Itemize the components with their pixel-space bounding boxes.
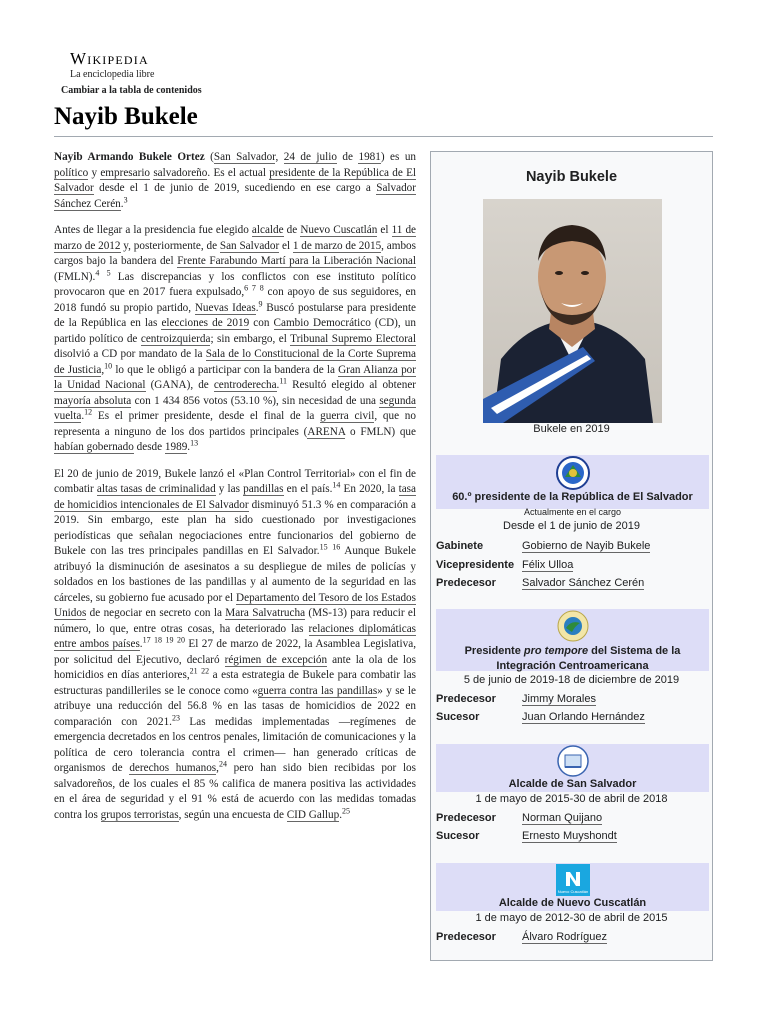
reference-marker[interactable]: 4 [95,267,100,277]
office-subtitle: Actualmente en el cargo [523,507,622,517]
reference-marker[interactable]: 6 [244,283,249,293]
article-link[interactable]: centroizquierda [140,332,211,345]
article-link[interactable]: político [54,166,89,179]
office-dates: 1 de mayo de 2012-30 de abril de 2015 [475,912,668,924]
article-link[interactable]: ARENA [307,425,346,438]
reference-marker[interactable]: 7 [251,283,256,293]
article-link[interactable]: presidente de la República de El Salvador [54,166,417,194]
article-link[interactable]: 11 de marzo de 2012 [54,224,416,252]
article-link[interactable]: Nuevo Cuscatlán [300,224,378,236]
wikipedia-logo[interactable] [70,50,154,80]
title-divider [54,136,713,137]
article-link[interactable]: segunda vuelta [54,394,416,422]
article-link[interactable]: alcalde [251,224,284,236]
article-link[interactable]: 1 de marzo de 2015 [292,239,382,252]
row-value-link[interactable]: Jimmy Morales [522,693,596,705]
article-link[interactable]: Frente Farabundo Martí para la Liberación Nacional [177,255,416,267]
row-value-link[interactable]: Juan Orlando Hernández [522,711,645,723]
reference-marker[interactable]: 13 [190,438,199,448]
office-dates: 5 de junio de 2019-18 de diciembre de 2019 [463,674,680,686]
article-link[interactable]: habían gobernado [54,441,134,453]
article-body [54,150,416,834]
reference-marker[interactable]: 21 [189,666,198,676]
reference-marker[interactable]: 25 [342,805,351,815]
row-value-link[interactable]: Álvaro Rodríguez [522,931,607,943]
portrait-image[interactable] [483,199,662,423]
san-salvador-seal-icon [556,745,590,777]
article-link[interactable]: salvadoreño [153,166,208,179]
office-title[interactable]: Alcalde de San Salvador [508,778,637,790]
article-link[interactable]: 1981 [358,151,381,163]
office-dates: 1 de mayo de 2015-30 de abril de 2018 [475,793,668,805]
article-link[interactable]: 1989 [164,441,188,453]
article-link[interactable]: relaciones diplomáticas entre ambos países [54,622,417,650]
office-title[interactable]: 60.º presidente de la República de El Salvador [452,491,693,503]
article-link[interactable]: guerra civil [320,410,375,422]
page-title: Nayib Bukele [54,103,198,130]
logo-tagline: La enciclopedia libre [70,69,155,80]
article-link[interactable]: San Salvador [219,239,280,252]
article-link[interactable]: derechos humanos [129,762,217,774]
article-link[interactable]: 24 de julio [283,151,337,163]
paragraph-security: El 20 de junio de 2019, Bukele lanzó el «Plan Control Territorial» con el fin de combatir altas tasas de criminalidad y las pandillas en el país.$^{14}$ En 2020, la tasa de homicidios intencionales de El Salvador disminuyó 51.3 % en comparación a 2019. Sin embargo, este plan ha sido cuestionado por investigaciones periodísticas que señalan negociaciones entre funcionarios del gobierno de Bukele con las tres principales pandillas en El Salvador.$^{15}$ $^{16}$ Aunque Bukele atribuyó la disminución de asesinatos a su despliegue de miles de policías y soldados en los bastiones de las pandillas y al aumento de la seguridad en las cárceles, su gobierno fue acusado por el Departamento del Tesoro de los Estados Unidos de negociar en secreto con la Mara Salvatrucha (MS-13) para reducir el número, lo que, entre otras cosas, ha deteriorado las relaciones diplomáticas entre ambos países.$^{17}$ $^{18}$ $^{19}$ $^{20}$ El 27 de marzo de 2022, la Asamblea Legislativa, por solicitud del Ejecutivo, declaró régimen de excepción ante la ola de los homicidios en días anteriores,$^{21}$ $^{22}$ a esta estrategia de Bukele para combatir las estructuras pandilleriles se le conoce como «guerra contra las pandillas» y se le atribuye una reducción del 56.8 % en las tasas de homicidios de 2022 en comparación con 2021.23 Las medidas implementadas —regímenes de emergencia decretados en los centros penales, limitación de comunicaciones y la política de cero tolerancia contra el crimen— han generado críticas de organismos de derechos humanos,$^{24}$ pero han sido bien recibidas por los salvadoreños, de los cuales el 85 % califica de manera positiva las actividades en el área de seguridad y el 91 % está de acuerdo con las medidas tomadas contra los grupos terroristas, según una encuesta de CID Gallup.$^{25}$ [54,467,417,821]
article-link[interactable]: mayoría absoluta [54,394,132,407]
row-label: Predecesor [436,812,496,824]
row-label: Sucesor [436,830,480,842]
row-value-link[interactable]: Norman Quijano [522,812,603,824]
paragraph-career: Antes de llegar a la presidencia fue elegido alcalde de Nuevo Cuscatlán el 11 de marzo de 2012 y, posteriormente, de San Salvador el 1 de marzo de 2015, ambos cargos bajo la bandera del Frente Farabundo Martí para la Liberación Nacional (FMLN).$^4$ $^5$ Las discrepancias y los conflictos con ese instituto político provocaron que en 2017 fuera expulsado,$^6$ $^7$ $^8$ con apoyo de sus seguidores, en 2018 fundó su propio partido, Nuevas Ideas.$^9$ Buscó postularse para presidente de la República en las elecciones de 2019 con Cambio Democrático (CD), un partido político de centroizquierda; sin embargo, el Tribunal Supremo Electoral disolvió a CD por mandato de la Sala de lo Constitucional de la Corte Suprema de Justicia,$^{10}$ lo que le obligó a participar con la bandera de la Gran Alianza por la Unidad Nacional (GANA), de centroderecha.$^{11}$ Resultó elegido al obtener mayoría absoluta con 1 434 856 votos (53.10 %), sin necesidad de una segunda vuelta.$^{12}$ Es el primer presidente, desde el final de la guerra civil, que no representa a ninguno de los dos partidos principales (ARENA o FMLN) que habían gobernado desde 1989.13 [54,224,417,453]
article-subject: Nayib Armando Bukele Ortez [54,151,205,163]
article-link[interactable]: San Salvador [213,151,276,163]
row-value-link[interactable]: Gobierno de Nayib Bukele [522,540,651,552]
reference-marker[interactable]: 3 [123,194,128,204]
article-link[interactable]: centroderecha [213,379,277,391]
row-value-link[interactable]: Ernesto Muyshondt [522,830,617,842]
article-link[interactable]: pandillas [243,483,284,495]
office-header-sica [436,609,709,671]
article-link[interactable]: grupos terroristas [100,808,179,821]
article-link[interactable]: CID Gallup [286,808,340,821]
reference-marker[interactable]: 24 [218,759,227,769]
reference-marker[interactable]: 15 [319,542,328,552]
article-link[interactable]: Salvador Sánchez Cerén [54,182,416,210]
office-dates: Desde el 1 de junio de 2019 [503,520,640,532]
portrait-caption: Bukele en 2019 [533,423,610,435]
reference-marker[interactable]: 18 [154,635,163,645]
reference-marker[interactable]: 8 [259,283,264,293]
article-link[interactable]: Departamento del Tesoro de los Estados Unidos [54,591,416,619]
reference-marker[interactable]: 20 [176,635,185,645]
article-link[interactable]: empresario [100,166,151,179]
article-link[interactable]: Nuevas Ideas [194,301,256,314]
reference-marker[interactable]: 22 [201,666,210,676]
reference-marker[interactable]: 23 [171,712,180,722]
article-link[interactable]: tasa de homicidios intencionales de El Salvador [54,483,416,511]
article-link[interactable]: Cambio Democrático [273,317,371,329]
reference-marker[interactable]: 12 [84,407,93,417]
office-header-nuevo-cuscatlan [436,863,709,911]
office-header-president [436,455,709,517]
office-title[interactable]: Presidente pro tempore del Sistema de la Integración Centroamericana [464,645,681,672]
reference-marker[interactable]: 10 [104,360,113,370]
infobox-title: Nayib Bukele [525,169,618,185]
logo-wordmark: Wikipedia [70,49,149,68]
row-label: Vicepresidente [436,559,515,571]
reference-marker[interactable]: 5 [106,267,111,277]
article-link[interactable]: Tribunal Supremo Electoral [290,332,416,345]
row-label: Gabinete [436,540,484,552]
row-value-link[interactable]: Salvador Sánchez Cerén [522,577,645,589]
row-label: Predecesor [436,577,496,589]
toc-toggle-link[interactable]: Cambiar a la tabla de contenidos [61,85,202,96]
reference-marker[interactable]: 14 [332,480,341,490]
row-label: Sucesor [436,711,480,723]
reference-marker[interactable]: 19 [165,635,174,645]
article-link[interactable]: elecciones de 2019 [161,317,250,329]
el-salvador-seal-icon [555,456,591,490]
paragraph-intro: Nayib Armando Bukele Ortez (San Salvador, 24 de julio de 1981) es un político y empresario salvadoreño. Es el actual presidente de la República de El Salvador desde el 1 de junio de 2019, sucediendo en ese cargo a Salvador Sánchez Cerén.$^3$ [54,151,417,210]
svg-text:Nuevo Cuscatlán: Nuevo Cuscatlán [557,889,588,894]
infobox [430,151,713,961]
article-link[interactable]: Mara Salvatrucha [225,607,306,619]
office-header-san-salvador [436,744,709,792]
sica-emblem-icon [555,610,591,642]
reference-marker[interactable]: 9 [258,298,263,308]
article-link[interactable]: guerra contra las pandillas [257,684,378,697]
reference-marker[interactable]: 17 [142,635,151,645]
row-label: Predecesor [436,693,496,705]
article-link[interactable]: régimen de excepción [224,653,328,666]
office-title[interactable]: Alcalde de Nuevo Cuscatlán [498,897,647,909]
row-label: Predecesor [436,931,496,943]
reference-marker[interactable]: 11 [279,376,288,386]
nuevo-cuscatlan-logo-icon [556,864,590,896]
article-link[interactable]: Sala de lo Constitucional de la Corte Suprema de Justicia [54,348,416,376]
reference-marker[interactable]: 16 [332,542,341,552]
article-link[interactable]: Gran Alianza por la Unidad Nacional [54,363,417,391]
article-link[interactable]: altas tasas de criminalidad [96,483,216,495]
row-value-link[interactable]: Félix Ulloa [522,559,574,571]
